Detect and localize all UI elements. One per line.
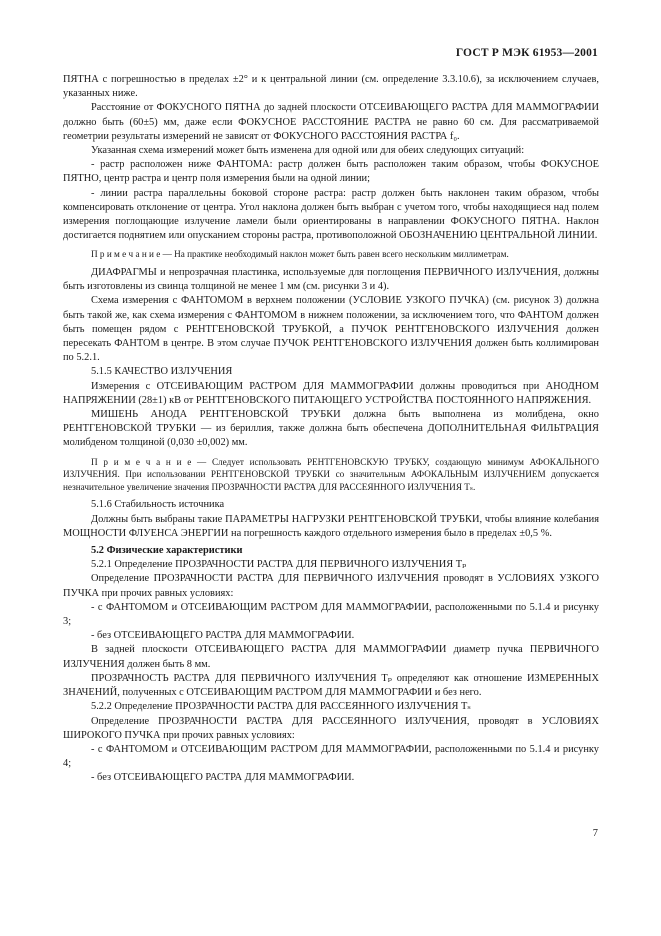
paragraph: МИШЕНЬ АНОДА РЕНТГЕНОВСКОЙ ТРУБКИ должна быть выполнена из молибдена, окно РЕНТГЕНОВСКОЙ ТРУБКИ — из бериллия, также должна быть обеспечена ДОПОЛНИТЕЛЬНАЯ ФИЛЬТРАЦИЯ молибденом толщиной (0,030 ±0,002) мм. — [63, 409, 599, 449]
list-item: - с ФАНТОМОМ и ОТСЕИВАЮЩИМ РАСТРОМ ДЛЯ МАММОГРАФИИ, расположенными по 5.1.4 и рисунку 3; — [63, 601, 599, 628]
list-item: - без ОТСЕИВАЮЩЕГО РАСТРА ДЛЯ МАММОГРАФИИ. — [91, 630, 355, 642]
note: П р и м е ч а н и е — На практике необходимый наклон может быть равен всего нескольким миллиметрам. — [91, 249, 509, 260]
paragraph: Схема измерения с ФАНТОМОМ в верхнем положении (УСЛОВИЕ УЗКОГО ПУЧКА) (см. рисунок 3) должна быть такой же, как схема измерения с ФАНТОМОМ в нижнем положении, за исключением того, что ФАНТОМ должен быть помещен рядом с РЕНТГЕНОВСКОЙ ТРУБКОЙ, а ПУЧОК РЕНТГЕНОВСКОГО ИЗЛУЧЕНИЯ должен пересекать ФАНТОМ в центре. В этом случае ПУЧОК РЕНТГЕНОВСКОГО ИЗЛУЧЕНИЯ должен быть коллимирован по 5.2.1. — [63, 295, 599, 364]
section-heading: 5.1.5 КАЧЕСТВО ИЗЛУЧЕНИЯ — [91, 366, 233, 378]
paragraph: Измерения с ОТСЕИВАЮЩИМ РАСТРОМ ДЛЯ МАММОГРАФИИ должны проводиться при АНОДНОМ НАПРЯЖЕНИИ (28±1) кВ от РЕНТГЕНОВСКОГО ПИТАЮЩЕГО УСТРОЙСТВА ПОСТОЯННОГО НАПРЯЖЕНИЯ. — [63, 380, 599, 406]
document-body — [63, 73, 599, 786]
paragraph: ПЯТНА с погрешностью в пределах ±2° и к центральной линии (см. определение 3.3.10.6), за исключением случаев, указанных ниже. — [63, 74, 599, 100]
paragraph: ДИАФРАГМЫ и непрозрачная пластинка, используемые для поглощения ПЕРВИЧНОГО ИЗЛУЧЕНИЯ, должны быть изготовлены из свинца толщиной не менее 1 мм (см. рисунки 3 и 4). — [63, 267, 599, 293]
paragraph: Указанная схема измерений может быть изменена для одной или для обеих следующих ситуаций: — [91, 145, 525, 157]
standard-header: ГОСТ Р МЭК 61953—2001 — [455, 47, 598, 59]
paragraph: ПРОЗРАЧНОСТЬ РАСТРА ДЛЯ ПЕРВИЧНОГО ИЗЛУЧЕНИЯ Tₚ определяют как отношение ИЗМЕРЕННЫХ ЗНАЧЕНИЙ, полученных с ОТСЕИВАЮЩИМ РАСТРОМ ДЛЯ МАММОГРАФИИ и без него. — [63, 672, 599, 699]
list-item: - без ОТСЕИВАЮЩЕГО РАСТРА ДЛЯ МАММОГРАФИИ. — [91, 772, 355, 784]
paragraph: Определение ПРОЗРАЧНОСТИ РАСТРА ДЛЯ РАССЕЯННОГО ИЗЛУЧЕНИЯ, проводят в УСЛОВИЯХ ШИРОКОГО ПУЧКА при прочих равных условиях: — [63, 715, 599, 741]
section-heading: 5.2.2 Определение ПРОЗРАЧНОСТИ РАСТРА ДЛЯ РАССЕЯННОГО ИЗЛУЧЕНИЯ Tₛ — [91, 701, 471, 713]
paragraph: Должны быть выбраны такие ПАРАМЕТРЫ НАГРУЗКИ РЕНТГЕНОВСКОЙ ТРУБКИ, чтобы влияние колебания МОЩНОСТИ ФЛУЕНСА ЭНЕРГИИ на погрешность каждого отдельного измерения было в пределах ±0,5 %. — [63, 513, 599, 539]
section-heading: 5.2.1 Определение ПРОЗРАЧНОСТИ РАСТРА ДЛЯ ПЕРВИЧНОГО ИЗЛУЧЕНИЯ Tₚ — [91, 559, 467, 571]
paragraph: В задней плоскости ОТСЕИВАЮЩЕГО РАСТРА ДЛЯ МАММОГРАФИИ диаметр пучка ПЕРВИЧНОГО ИЗЛУЧЕНИЯ должен быть 8 мм. — [63, 644, 599, 670]
page-number: 7 — [592, 828, 598, 839]
paragraph: Расстояние от ФОКУСНОГО ПЯТНА до задней плоскости ОТСЕИВАЮЩЕГО РАСТРА ДЛЯ МАММОГРАФИИ должно быть (60±5) мм, даже если ФОКУСНОЕ РАССТОЯНИЕ РАСТРА не равно 60 см. Для рассматриваемой геометрии результаты измерений не зависят от ФОКУСНОГО РАССТОЯНИЯ РАСТРА f₀. — [63, 102, 599, 142]
note: П р и м е ч а н и е — Следует использовать РЕНТГЕНОВСКУЮ ТРУБКУ, создающую минимум АФОКАЛЬНОГО ИЗЛУЧЕНИЯ. При использовании РЕНТГЕНОВСКОЙ ТРУБКИ со значительным АФОКАЛЬНЫМ ИЗЛУЧЕНИЕМ допускается незначительное увеличение значения ПРОЗРАЧНОСТИ РАСТРА ДЛЯ РАССЕЯННОГО ИЗЛУЧЕНИЯ Tₛ. — [63, 456, 599, 492]
section-heading: 5.2 Физические характеристики — [91, 545, 243, 557]
list-item: - растр расположен ниже ФАНТОМА: растр должен быть расположен таким образом, чтобы ФОКУСНОЕ ПЯТНО, центр растра и центр поля измерения были на одной линии; — [63, 159, 599, 185]
paragraph: Определение ПРОЗРАЧНОСТИ РАСТРА ДЛЯ ПЕРВИЧНОГО ИЗЛУЧЕНИЯ проводят в УСЛОВИЯХ УЗКОГО ПУЧКА при прочих равных условиях: — [63, 573, 599, 599]
list-item: - с ФАНТОМОМ и ОТСЕИВАЮЩИМ РАСТРОМ ДЛЯ МАММОГРАФИИ, расположенными по 5.1.4 и рисунку 4; — [63, 743, 599, 770]
list-item: - линии растра параллельны боковой стороне растра: растр должен быть наклонен таким образом, чтобы компенсировать отклонение от центра. Угол наклона должен быть выбран с учетом того, чтобы находящиеся над полем измерения поглощающие излучение ламели были ориентированы в направлении ФОКУСНОГО ПЯТНА. Наклон достигается поднятием или опусканием стороны растра, противоположной ОБОЗНАЧЕНИЮ ЦЕНТРАЛЬНОЙ ЛИНИИ. — [63, 187, 599, 242]
section-heading: 5.1.6 Стабильность источника — [91, 499, 225, 511]
